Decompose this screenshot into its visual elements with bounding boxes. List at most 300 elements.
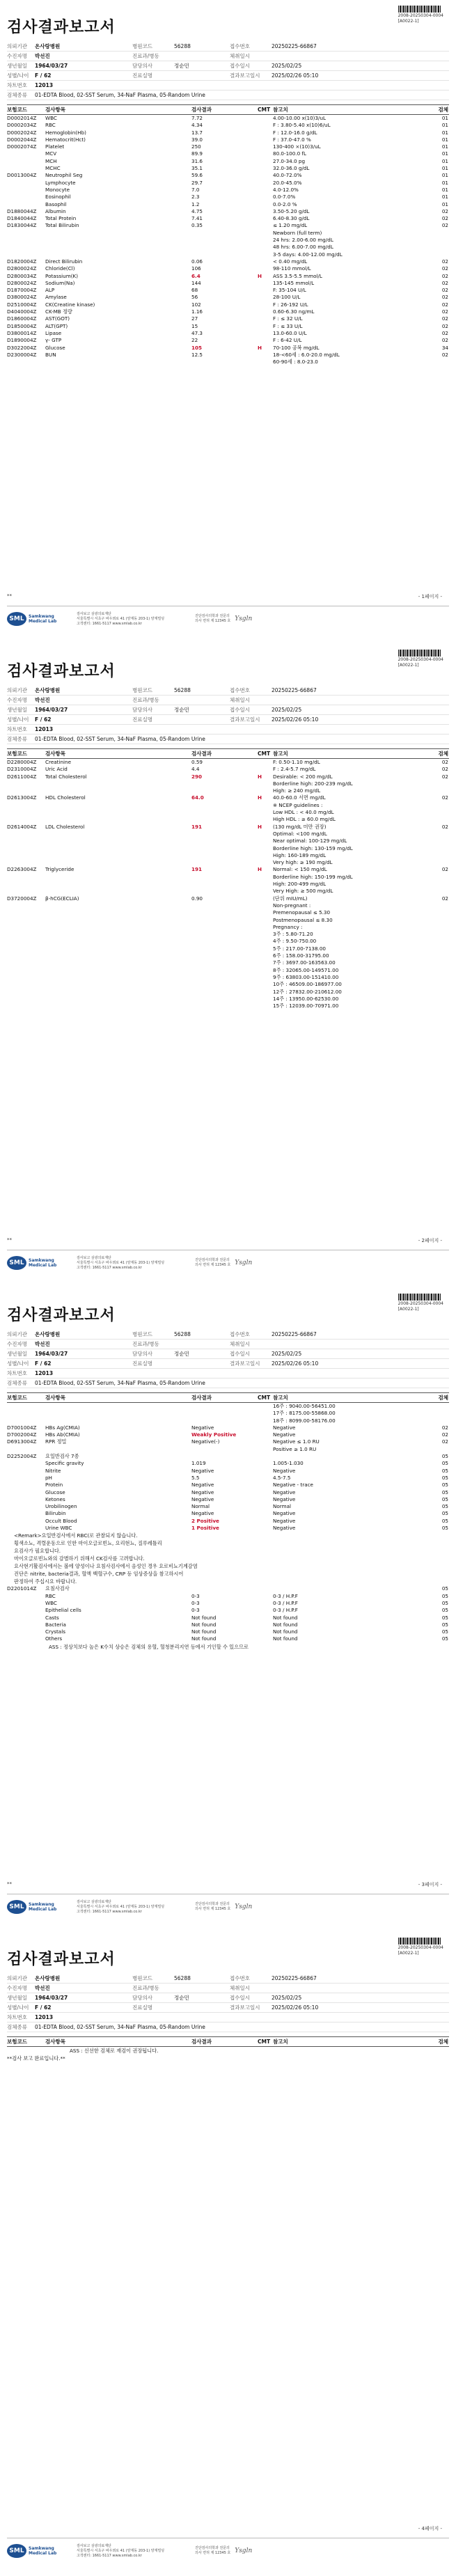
reference-range: 4.00-10.00 x(10)3/uL bbox=[273, 115, 327, 121]
signature-block bbox=[195, 1902, 230, 1912]
specimen-code bbox=[434, 237, 448, 244]
reference-range: ≤ 1.20 mg/dL bbox=[273, 222, 308, 229]
info-value bbox=[174, 1369, 230, 1378]
report-title: 검사결과보고서 bbox=[7, 663, 116, 680]
test-name: 요침사검사 bbox=[45, 1585, 70, 1592]
specimen-code: 05 bbox=[441, 1495, 448, 1502]
info-label: 체취일시 bbox=[230, 53, 250, 59]
column-header-code: 보험코드 bbox=[7, 1395, 27, 1401]
test-name: Total Bilirubin bbox=[45, 222, 79, 229]
test-result: 1.2 bbox=[191, 201, 200, 207]
specimen-code: 01 bbox=[441, 143, 448, 150]
info-label bbox=[230, 2013, 272, 2022]
flag bbox=[258, 359, 273, 366]
test-result: 0-3 bbox=[191, 1599, 200, 1606]
test-result: 105 bbox=[191, 344, 203, 351]
insurance-code bbox=[7, 230, 45, 237]
info-value: 56288 bbox=[174, 1975, 191, 1981]
insurance-code bbox=[7, 1607, 45, 1614]
test-result: Normal bbox=[191, 1503, 210, 1510]
reference-range: High: 160-189 mg/dL bbox=[273, 851, 327, 858]
insurance-code bbox=[7, 1403, 45, 1410]
insurance-code bbox=[7, 989, 45, 996]
test-name bbox=[45, 917, 191, 924]
test-result: Negative bbox=[191, 1510, 214, 1517]
logo-text bbox=[29, 2546, 56, 2556]
result-row bbox=[7, 759, 449, 766]
test-result: 59.6 bbox=[191, 172, 203, 179]
reference-range: Newborn (full term) bbox=[273, 229, 322, 236]
result-row bbox=[7, 337, 449, 344]
footer bbox=[7, 1250, 449, 1275]
specimen-code bbox=[434, 996, 448, 1003]
result-row bbox=[7, 1635, 449, 1642]
info-label: 생년월일 bbox=[7, 1351, 27, 1357]
test-name bbox=[45, 359, 191, 366]
test-result bbox=[191, 244, 258, 251]
test-name bbox=[45, 1003, 191, 1010]
insurance-code: D2201014Z bbox=[7, 1585, 37, 1592]
info-label: 수진자명 bbox=[7, 697, 27, 703]
info-value: 20250225-66867 bbox=[272, 43, 317, 49]
test-name: BUN bbox=[45, 351, 56, 358]
test-name: Lipase bbox=[45, 329, 62, 336]
flag bbox=[258, 1475, 273, 1482]
signature-block bbox=[195, 2546, 230, 2556]
column-header-name: 검사항목 bbox=[45, 2039, 65, 2045]
test-name: ALT(GPT) bbox=[45, 322, 68, 329]
specimen-code bbox=[434, 831, 448, 838]
reference-range: 14주 : 13950.00-62530.00 bbox=[273, 995, 339, 1002]
test-result: 7.0 bbox=[191, 186, 200, 193]
insurance-code: D1880044Z bbox=[7, 207, 37, 214]
specimen-code: 05 bbox=[441, 1525, 448, 1532]
reference-range: 15주 : 12039.00-70971.00 bbox=[273, 1003, 339, 1010]
column-header-ref: 참고치 bbox=[273, 2039, 288, 2045]
signature-block bbox=[195, 614, 230, 624]
column-header-flag: CMT bbox=[258, 2039, 271, 2045]
logo-line: Samkwang bbox=[29, 614, 54, 619]
column-header-code: 보험코드 bbox=[7, 107, 27, 113]
flag bbox=[258, 816, 273, 823]
result-row bbox=[7, 787, 449, 794]
flag bbox=[258, 215, 273, 222]
address-line: 서울특별시 서초구 바우뫼로 41 (양재동 203-1) 양재빌딩 bbox=[77, 616, 165, 621]
info-value bbox=[174, 71, 230, 80]
result-row bbox=[7, 1503, 449, 1510]
test-name: Casts bbox=[45, 1614, 59, 1621]
specimen-code: 05 bbox=[441, 1510, 448, 1517]
result-row bbox=[7, 222, 449, 229]
address-line: 검사보고 삼광의료재단 bbox=[77, 1255, 111, 1260]
info-value bbox=[272, 1340, 449, 1349]
info-value: F / 62 bbox=[35, 2004, 52, 2011]
info-label: 접수번호 bbox=[230, 1331, 250, 1337]
test-name: WBC bbox=[45, 1599, 57, 1606]
flag bbox=[258, 201, 273, 208]
result-row bbox=[7, 294, 449, 301]
info-value: 12013 bbox=[35, 726, 54, 732]
flag bbox=[258, 1621, 273, 1628]
insurance-code: D2613004Z bbox=[7, 794, 37, 801]
test-name: Occult Blood bbox=[45, 1517, 77, 1524]
test-result bbox=[191, 859, 258, 866]
specimen-code bbox=[434, 359, 448, 366]
specimen-code: 02 bbox=[441, 315, 448, 322]
insurance-code bbox=[7, 237, 45, 244]
info-label: 생년월일 bbox=[7, 63, 27, 69]
insurance-code bbox=[7, 1410, 45, 1417]
reference-range: F : 2.4-5.7 mg/dL bbox=[273, 766, 316, 773]
specimen-value: 01-EDTA Blood, 02-SST Serum, 34-NaF Plasma, 05-Random Urine bbox=[35, 2024, 205, 2030]
flag bbox=[258, 802, 273, 809]
result-row bbox=[7, 967, 449, 974]
insurance-code bbox=[7, 831, 45, 838]
specimen-code: 02 bbox=[441, 794, 448, 801]
flag bbox=[258, 1510, 273, 1517]
info-value: F / 62 bbox=[35, 72, 52, 79]
flag bbox=[258, 924, 273, 931]
reference-range: Negative bbox=[273, 1424, 296, 1431]
test-result bbox=[191, 780, 258, 787]
test-name: HBs Ab(CMIA) bbox=[45, 1431, 80, 1438]
insurance-code bbox=[7, 787, 45, 794]
info-label: 생년월일 bbox=[7, 1995, 27, 2001]
info-value bbox=[272, 696, 449, 705]
reference-range: 3주 : 5.80-71.20 bbox=[273, 931, 313, 938]
result-row bbox=[7, 1468, 449, 1475]
barcode-icon bbox=[398, 6, 441, 13]
info-label: 병원코드 bbox=[132, 1975, 152, 1981]
info-value bbox=[272, 52, 449, 61]
test-result bbox=[191, 967, 258, 974]
test-result: 31.6 bbox=[191, 157, 203, 164]
info-label: 결과보고일시 bbox=[230, 1360, 260, 1367]
specimen-code: 01 bbox=[441, 201, 448, 207]
flag: H bbox=[258, 866, 262, 873]
info-label bbox=[132, 725, 174, 734]
flag bbox=[258, 315, 273, 322]
test-result bbox=[191, 1410, 258, 1417]
reference-range: F : 3.80-5.40 x(10)6/uL bbox=[273, 122, 331, 129]
info-value: 2025/02/25 bbox=[272, 63, 302, 69]
test-result bbox=[191, 359, 258, 366]
flag bbox=[258, 1431, 273, 1438]
info-label bbox=[230, 725, 272, 734]
result-row bbox=[7, 1600, 449, 1607]
test-name bbox=[45, 859, 191, 866]
reference-range: < 0.40 mg/dL bbox=[273, 258, 308, 265]
insurance-code: D3022004Z bbox=[7, 344, 37, 351]
specimen-code: 02 bbox=[441, 1438, 448, 1445]
insurance-code: D0002044Z bbox=[7, 136, 37, 143]
result-row bbox=[7, 143, 449, 150]
report-page bbox=[0, 644, 456, 1288]
test-result bbox=[191, 924, 258, 931]
test-name: Eosinophil bbox=[45, 194, 71, 201]
test-result bbox=[191, 874, 258, 881]
info-value: 박선진 bbox=[35, 697, 50, 703]
test-name bbox=[45, 244, 191, 251]
result-row bbox=[7, 838, 449, 845]
insurance-code: D2252004Z bbox=[7, 1453, 37, 1460]
test-name bbox=[45, 852, 191, 859]
result-row bbox=[7, 323, 449, 330]
test-result: 4.34 bbox=[191, 122, 203, 129]
specimen-code: 02 bbox=[441, 759, 448, 765]
insurance-code: D2310004Z bbox=[7, 766, 37, 773]
flag bbox=[258, 1635, 273, 1642]
test-name: pH bbox=[45, 1474, 52, 1481]
column-header-name: 검사항목 bbox=[45, 1395, 65, 1401]
flag bbox=[258, 766, 273, 773]
flag bbox=[258, 809, 273, 816]
insurance-code: D2300004Z bbox=[7, 351, 37, 358]
table-header bbox=[7, 104, 449, 115]
specimen-code: 01 bbox=[441, 165, 448, 172]
patient-info bbox=[7, 1974, 449, 2032]
result-row bbox=[7, 237, 449, 244]
result-row bbox=[7, 831, 449, 838]
result-row bbox=[7, 1438, 449, 1445]
test-result: Not found bbox=[191, 1635, 217, 1642]
insurance-code: D3800014Z bbox=[7, 329, 37, 336]
info-label bbox=[132, 1369, 174, 1378]
reference-range: Not found bbox=[273, 1635, 298, 1642]
test-name: Protein bbox=[45, 1482, 63, 1489]
reference-range: (단위 mIU/mL) bbox=[273, 895, 308, 902]
insurance-code: D0002024Z bbox=[7, 129, 37, 136]
info-value bbox=[272, 81, 449, 90]
reference-range: 24 hrs: 2.00-6.00 mg/dL bbox=[273, 237, 333, 244]
info-label: 의뢰기관 bbox=[7, 1331, 27, 1337]
specimen-code bbox=[434, 874, 448, 881]
test-name: Total Cholesterol bbox=[45, 773, 87, 780]
specimen-code bbox=[434, 1446, 448, 1453]
test-result: 144 bbox=[191, 279, 201, 286]
reference-range: 12주 : 27832.00-210612.00 bbox=[273, 988, 342, 995]
insurance-code bbox=[7, 201, 45, 208]
specimen-code: 05 bbox=[441, 1453, 448, 1460]
note: ASS : 신선한 검체로 재검이 권장됩니다. bbox=[70, 2048, 159, 2054]
address-line: 검사보고 삼광의료재단 bbox=[77, 2543, 111, 2548]
info-row bbox=[7, 52, 449, 61]
reference-range: Negative bbox=[273, 1431, 296, 1438]
specimen-code bbox=[434, 924, 448, 931]
specimen-code: 02 bbox=[441, 337, 448, 344]
lab-address bbox=[77, 2544, 181, 2559]
column-header-ref: 참고치 bbox=[273, 1395, 288, 1401]
test-result: 191 bbox=[191, 866, 203, 873]
flag bbox=[258, 959, 273, 966]
info-value bbox=[174, 696, 230, 705]
test-name bbox=[45, 989, 191, 996]
completion-note: **검사 보고 완료입니다.** bbox=[7, 2055, 65, 2061]
address-line: 고객센터: 1661-5117 www.smlab.co.kr bbox=[77, 621, 142, 626]
info-row bbox=[7, 735, 449, 744]
insurance-code bbox=[7, 1460, 45, 1467]
result-row bbox=[7, 1431, 449, 1438]
lab-address bbox=[77, 612, 181, 627]
result-row bbox=[7, 308, 449, 315]
insurance-code: D0002014Z bbox=[7, 115, 37, 121]
test-result: 7.41 bbox=[191, 215, 203, 222]
address-line: 서울특별시 서초구 바우뫼로 41 (양재동 203-1) 양재빌딩 bbox=[77, 1260, 165, 1265]
specimen-code: 02 bbox=[441, 1424, 448, 1431]
result-row bbox=[7, 1453, 449, 1460]
info-label: 접수번호 bbox=[230, 43, 250, 49]
column-header-flag: CMT bbox=[258, 751, 271, 757]
reference-range: Premenopausal ≤ 5.30 bbox=[273, 909, 331, 916]
bottom-note: ASS : 정상치보다 높은 K수치 상승은 검체의 용혈, 혈청분리지연 등에서 기인할 수 있으므로 bbox=[49, 1643, 249, 1650]
result-row bbox=[7, 1607, 449, 1614]
sml-logo-icon: SML bbox=[7, 1900, 26, 1914]
page-number: - 1페이지 - bbox=[418, 594, 442, 599]
result-row bbox=[7, 924, 449, 931]
flag bbox=[258, 938, 273, 945]
test-name: MCH bbox=[45, 157, 57, 164]
flag bbox=[258, 330, 273, 337]
test-name bbox=[45, 938, 191, 945]
sign-line: 의사 면허 제 12345 호 bbox=[195, 1263, 231, 1267]
result-row bbox=[7, 265, 449, 272]
specimen-code bbox=[434, 959, 448, 966]
flag: H bbox=[258, 823, 262, 830]
flag bbox=[258, 1607, 273, 1614]
result-row bbox=[7, 874, 449, 881]
insurance-code bbox=[7, 981, 45, 988]
specimen-code bbox=[434, 974, 448, 981]
test-result bbox=[191, 816, 258, 823]
result-row bbox=[7, 945, 449, 952]
test-name: 요일반검사 7종 bbox=[45, 1453, 79, 1460]
test-result bbox=[191, 909, 258, 916]
flag bbox=[258, 881, 273, 888]
test-name bbox=[45, 967, 191, 974]
info-row bbox=[7, 715, 449, 725]
test-result: Negative bbox=[191, 1495, 214, 1502]
reference-range: 3.50-5.20 g/dL bbox=[273, 207, 310, 214]
flag bbox=[258, 1482, 273, 1489]
test-result bbox=[191, 845, 258, 852]
flag bbox=[258, 251, 273, 258]
test-result bbox=[191, 1446, 258, 1453]
specimen-code: 02 bbox=[441, 322, 448, 329]
info-label: 차트번호 bbox=[7, 1370, 27, 1376]
specimen-code: 01 bbox=[441, 122, 448, 129]
info-value bbox=[174, 1359, 230, 1368]
specimen-code: 02 bbox=[441, 215, 448, 222]
specimen-value: 01-EDTA Blood, 02-SST Serum, 34-NaF Plasma, 05-Random Urine bbox=[35, 92, 205, 98]
insurance-code bbox=[7, 1615, 45, 1621]
result-row bbox=[7, 780, 449, 787]
result-row bbox=[7, 129, 449, 136]
info-row bbox=[7, 1993, 449, 2003]
test-name bbox=[45, 981, 191, 988]
insurance-code bbox=[7, 881, 45, 888]
info-label: 담당의사 bbox=[132, 1995, 152, 2001]
page-number: - 2페이지 - bbox=[418, 1238, 442, 1243]
test-name: Amylase bbox=[45, 294, 67, 301]
result-row bbox=[7, 1585, 449, 1592]
signature-block bbox=[195, 1258, 230, 1268]
result-row bbox=[7, 315, 449, 322]
info-value: 12013 bbox=[35, 82, 54, 88]
signature: Ysgln bbox=[235, 2547, 253, 2554]
result-row bbox=[7, 917, 449, 924]
specimen-code: 05 bbox=[441, 1607, 448, 1614]
specimen-code bbox=[434, 881, 448, 888]
specimen-code bbox=[434, 1410, 448, 1417]
test-name: Triglyceride bbox=[45, 866, 74, 873]
result-row bbox=[7, 201, 449, 208]
test-result: 0.59 bbox=[191, 759, 203, 765]
test-name bbox=[45, 909, 191, 916]
reference-range: F : 12.0-16.0 g/dL bbox=[273, 129, 317, 136]
footer bbox=[7, 2538, 449, 2563]
specimen-code bbox=[434, 909, 448, 916]
info-value bbox=[272, 2013, 449, 2022]
specimen-code bbox=[434, 945, 448, 952]
result-row bbox=[7, 244, 449, 251]
insurance-code: D2800034Z bbox=[7, 272, 37, 279]
specimen-code bbox=[434, 981, 448, 988]
specimen-code: 05 bbox=[441, 1489, 448, 1495]
specimen-code bbox=[434, 859, 448, 866]
insurance-code: D0002034Z bbox=[7, 122, 37, 129]
specimen-code: 02 bbox=[441, 222, 448, 229]
test-result: 102 bbox=[191, 301, 201, 308]
info-value: 20250225-66867 bbox=[272, 1975, 317, 1981]
test-name bbox=[45, 1446, 191, 1453]
reference-range: Normal: < 150 mg/dL bbox=[273, 866, 327, 873]
result-row bbox=[7, 115, 449, 122]
result-row bbox=[7, 287, 449, 294]
test-result: Negative bbox=[191, 1489, 214, 1495]
test-name bbox=[45, 251, 191, 258]
result-row bbox=[7, 180, 449, 187]
insurance-code bbox=[7, 158, 45, 165]
result-row bbox=[7, 165, 449, 172]
result-row bbox=[7, 909, 449, 916]
info-label: 접수일시 bbox=[230, 1995, 250, 2001]
test-result: 12.5 bbox=[191, 351, 203, 358]
flag bbox=[258, 1424, 273, 1431]
info-value: 정순민 bbox=[174, 1995, 189, 2001]
result-row bbox=[7, 1003, 449, 1010]
info-label: 체취일시 bbox=[230, 1985, 250, 1991]
result-row bbox=[7, 1525, 449, 1532]
reference-range bbox=[273, 1453, 434, 1460]
flag bbox=[258, 1628, 273, 1635]
insurance-code: D3800024Z bbox=[7, 294, 37, 301]
result-row bbox=[7, 859, 449, 866]
result-row bbox=[7, 952, 449, 959]
result-row bbox=[7, 974, 449, 981]
flag bbox=[258, 895, 273, 902]
insurance-code bbox=[7, 1518, 45, 1525]
info-label: 체취일시 bbox=[230, 1341, 250, 1347]
test-result: 0-3 bbox=[191, 1592, 200, 1599]
results-table bbox=[7, 115, 449, 366]
test-name: CK-MB 정량 bbox=[45, 308, 72, 315]
test-result: 15 bbox=[191, 322, 198, 329]
barcode-block bbox=[398, 1938, 443, 1956]
continuation-mark: ** bbox=[7, 1881, 12, 1887]
test-result bbox=[191, 230, 258, 237]
test-result bbox=[191, 938, 258, 945]
info-label: 차트번호 bbox=[7, 82, 27, 88]
